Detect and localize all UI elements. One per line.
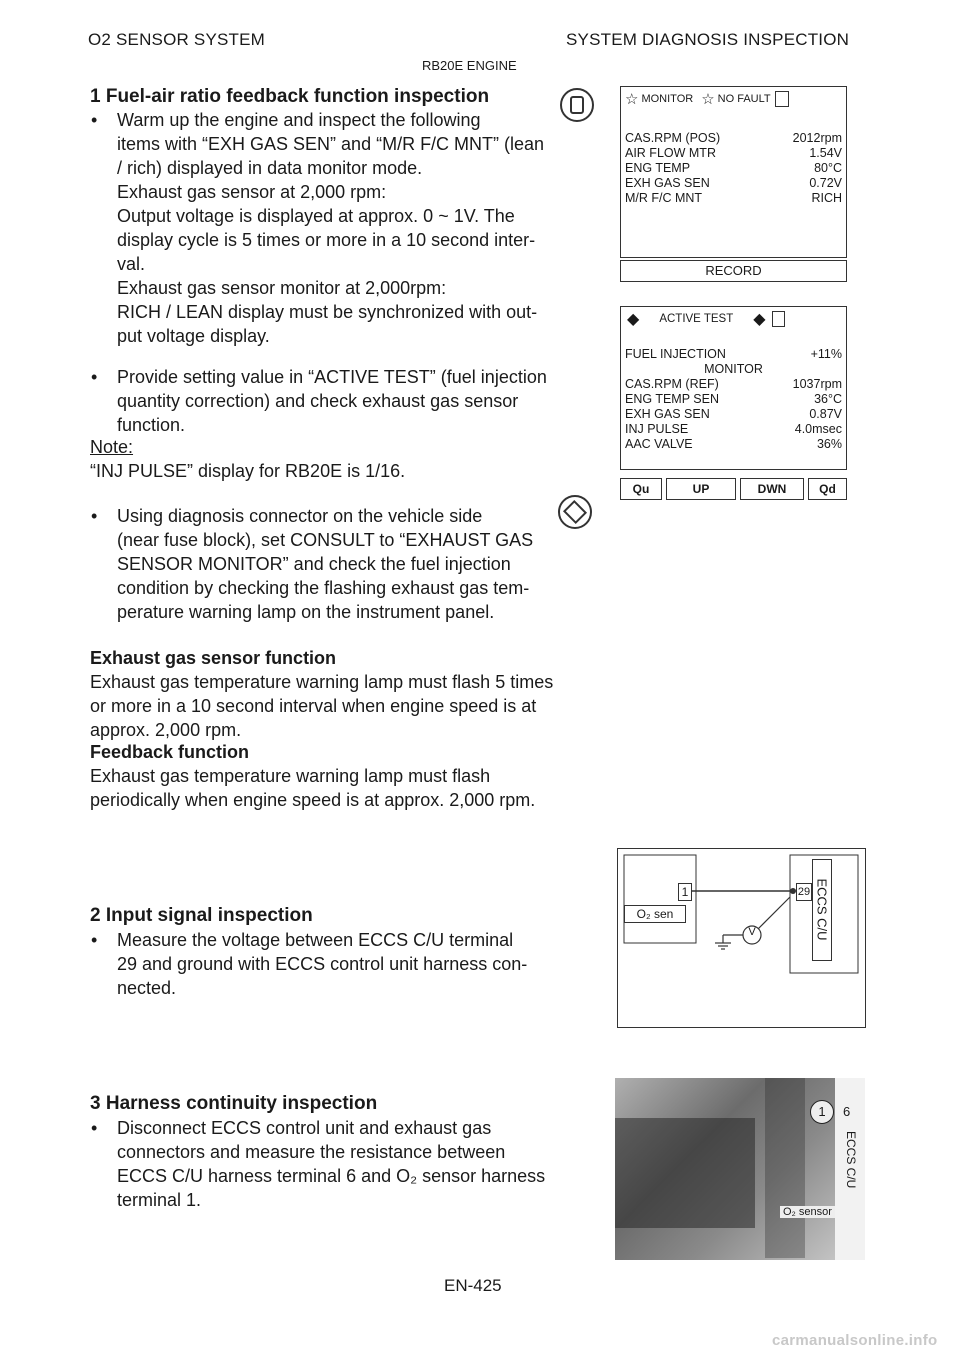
- ecu-label-box: [812, 859, 832, 961]
- line: display cycle is 5 times or more in a 10 second inter-: [117, 230, 536, 250]
- harness-photo: [615, 1078, 865, 1260]
- page-number: EN-425: [444, 1276, 502, 1295]
- line: periodically when engine speed is at approx. 2,000 rpm.: [90, 790, 536, 810]
- star-icon: ☆: [701, 90, 715, 108]
- line: put voltage display.: [117, 326, 270, 346]
- checkbox-icon: [772, 311, 785, 327]
- func-text-2: [90, 764, 590, 812]
- header-chapter-title: SYSTEM DIAGNOSIS INSPECTION: [566, 30, 850, 49]
- row-value: 80°C: [814, 161, 842, 175]
- line: Provide setting value in “ACTIVE TEST” (fuel injection: [117, 367, 547, 387]
- monitor-row: [625, 191, 842, 206]
- header-engine: RB20E ENGINE: [422, 58, 517, 73]
- circuit-diagram: [617, 848, 866, 1028]
- active-row: [625, 377, 842, 392]
- line: approx. 2,000 rpm.: [90, 720, 242, 740]
- photo-shadow: [615, 1118, 755, 1228]
- active-test-screen: [620, 306, 847, 470]
- dwn-button[interactable]: DWN: [740, 478, 804, 500]
- record-button[interactable]: RECORD: [620, 260, 847, 282]
- active-title: ACTIVE TEST: [659, 312, 734, 325]
- line: 29 and ground with ECCS control unit harness con-: [117, 954, 528, 974]
- monitor-header: [625, 91, 842, 107]
- line: Disconnect ECCS control unit and exhaust gas: [117, 1118, 492, 1138]
- line: Exhaust gas sensor monitor at 2,000rpm:: [117, 278, 447, 298]
- ecu-label: ECCS C/U: [814, 878, 830, 941]
- star-icon: ☆: [625, 90, 639, 108]
- row-label: ENG TEMP: [625, 161, 691, 175]
- row-label: INJ PULSE: [625, 422, 689, 436]
- ecu-terminal-29: 29: [796, 883, 812, 901]
- row-label: FUEL INJECTION: [625, 347, 726, 361]
- active-row: [625, 407, 842, 422]
- line: terminal 1.: [117, 1190, 202, 1210]
- line: Output voltage is displayed at approx. 0 ~ 1V. The: [117, 206, 515, 226]
- monitor-screen: [620, 86, 847, 258]
- watermark: carmanualsonline.info: [772, 1332, 938, 1349]
- line: Exhaust gas sensor at 2,000 rpm:: [117, 182, 387, 202]
- line: or more in a 10 second interval when engine speed is at: [90, 696, 537, 716]
- line: nected.: [117, 978, 177, 998]
- active-rows: [625, 347, 842, 452]
- note-text: “INJ PULSE” display for RB20E is 1/16.: [90, 461, 406, 481]
- row-value: 36%: [816, 437, 842, 451]
- section1-bullet3: [91, 504, 587, 624]
- row-label: EXH GAS SEN: [625, 176, 710, 190]
- voltmeter-label: V: [748, 926, 756, 938]
- row-label: M/R F/C MNT: [625, 191, 703, 205]
- monitor-status: NO FAULT: [717, 92, 771, 105]
- section1-bullet2: [91, 365, 587, 437]
- sensor-label: O₂ sen: [624, 905, 686, 923]
- active-row: [625, 392, 842, 407]
- row-value: 2012rpm: [792, 131, 842, 145]
- section1-bullet1: [91, 108, 587, 348]
- bullet-dot: •: [91, 367, 98, 387]
- section2-title: 2 Input signal inspection: [90, 905, 313, 926]
- section1-title: 1 Fuel-air ratio feedback function inspection: [90, 86, 490, 107]
- line: Measure the voltage between ECCS C/U terminal: [117, 930, 514, 950]
- line: perature warning lamp on the instrument panel.: [117, 602, 495, 622]
- active-header: [625, 311, 842, 327]
- photo-ecu-label: ECCS C/U: [844, 1131, 858, 1189]
- monitor-row: [625, 176, 842, 191]
- section3-bullet: [91, 1116, 587, 1212]
- up-button[interactable]: UP: [666, 478, 736, 500]
- diamond-icon: ◆: [627, 310, 640, 328]
- row-value: 0.72V: [809, 176, 842, 190]
- probe-wire: [758, 897, 790, 929]
- line: Exhaust gas temperature warning lamp must flash: [90, 766, 491, 786]
- qd-button[interactable]: Qd: [808, 478, 847, 500]
- line: items with “EXH GAS SEN” and “M/R F/C MNT” (lean: [117, 134, 545, 154]
- line: Using diagnosis connector on the vehicle side: [117, 506, 483, 526]
- row-value: 1037rpm: [792, 377, 842, 391]
- line: Warm up the engine and inspect the following: [117, 110, 481, 130]
- line: function.: [117, 415, 186, 435]
- bullet-dot: •: [91, 506, 98, 526]
- func-text-1: [90, 670, 590, 742]
- line: (near fuse block), set CONSULT to “EXHAUST GAS: [117, 530, 534, 550]
- photo-terminal-6: 6: [843, 1104, 851, 1119]
- active-row: [625, 437, 842, 452]
- line: condition by checking the flashing exhaust gas tem-: [117, 578, 530, 598]
- line: RICH / LEAN display must be synchronized with out-: [117, 302, 538, 322]
- line: SENSOR MONITOR” and check the fuel injection: [117, 554, 511, 574]
- monitor-title: MONITOR: [641, 92, 694, 105]
- row-label: AAC VALVE: [625, 437, 693, 451]
- checkbox-icon: [775, 91, 789, 107]
- row-value: RICH: [811, 191, 842, 205]
- qu-button[interactable]: Qu: [620, 478, 662, 500]
- line: connectors and measure the resistance between: [117, 1142, 506, 1162]
- bullet-dot: •: [91, 110, 98, 130]
- monitor-row: [625, 131, 842, 146]
- monitor-row: [625, 161, 842, 176]
- active-sub-title: MONITOR: [704, 362, 763, 376]
- row-label: ENG TEMP SEN: [625, 392, 720, 406]
- monitor-row: [625, 146, 842, 161]
- line: / rich) displayed in data monitor mode.: [117, 158, 423, 178]
- row-label: CAS.RPM (REF): [625, 377, 719, 391]
- diamond-icon: ◆: [753, 310, 766, 328]
- header-section-title: O2 SENSOR SYSTEM: [88, 30, 266, 49]
- sensor-terminal-1: 1: [678, 883, 692, 901]
- row-value: +11%: [810, 347, 842, 361]
- bullet-dot: •: [91, 1118, 98, 1138]
- row-label: AIR FLOW MTR: [625, 146, 716, 160]
- line: val.: [117, 254, 146, 274]
- func-title-2: Feedback function: [90, 742, 250, 762]
- row-value: 1.54V: [809, 146, 842, 160]
- section3-title: 3 Harness continuity inspection: [90, 1093, 378, 1114]
- photo-terminal-1: 1: [810, 1100, 834, 1124]
- row-value: 0.87V: [809, 407, 842, 421]
- note-label: Note:: [90, 437, 134, 457]
- line: ECCS C/U harness terminal 6 and O₂ sensor harness: [117, 1166, 546, 1186]
- row-value: 4.0msec: [794, 422, 842, 436]
- row-value: 36°C: [814, 392, 842, 406]
- bullet-dot: •: [91, 930, 98, 950]
- row-label: CAS.RPM (POS): [625, 131, 721, 145]
- monitor-rows: [625, 131, 842, 206]
- fuel-injection-row: [625, 347, 842, 362]
- line: Exhaust gas temperature warning lamp must flash 5 times: [90, 672, 554, 692]
- active-row: [625, 422, 842, 437]
- section2-bullet: [91, 928, 587, 1000]
- func-title-1: Exhaust gas sensor function: [90, 648, 337, 668]
- row-label: EXH GAS SEN: [625, 407, 710, 421]
- photo-sensor-label: O₂ sensor: [780, 1206, 835, 1218]
- photo-shadow: [765, 1078, 805, 1258]
- line: quantity correction) and check exhaust gas sensor: [117, 391, 519, 411]
